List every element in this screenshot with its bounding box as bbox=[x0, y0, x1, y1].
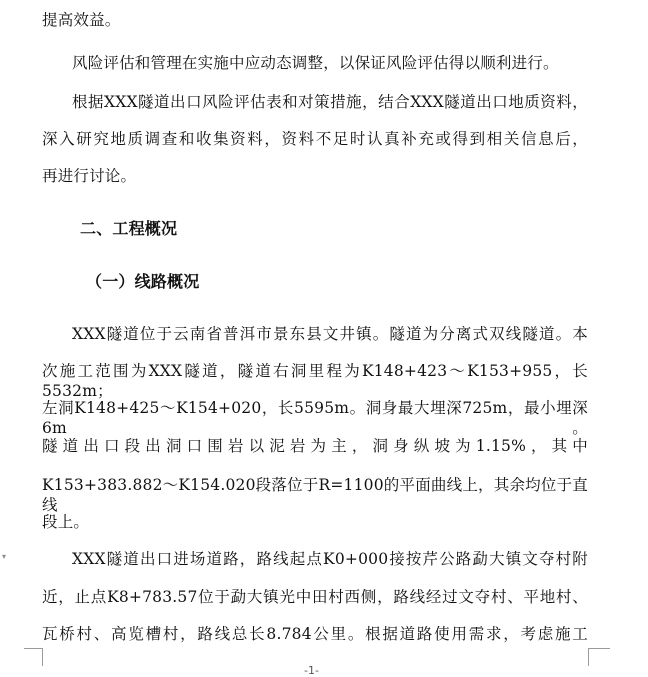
text-line: 提高效益。 bbox=[42, 11, 121, 29]
text-line: 左洞K148+425～K154+020，长5595m。洞身最大埋深725m，最小埋深6m。 bbox=[42, 399, 588, 437]
page-number: -1- bbox=[304, 664, 319, 677]
text-line: K153+383.882～K154.020段落位于R=1100的平面曲线上，其余均位于直线 bbox=[42, 476, 588, 514]
subsection-heading: （一）线路概况 bbox=[86, 272, 200, 291]
text-line: 隧道出口段出洞口围岩以泥岩为主，洞身纵坡为1.15%，其中 bbox=[42, 437, 588, 455]
text-line: 风险评估和管理在实施中应动态调整，以保证风险评估得以顺利进行。 bbox=[72, 54, 559, 72]
text-line: XXX隧道位于云南省普洱市景东县文井镇。隧道为分离式双线隧道。本 bbox=[72, 325, 588, 343]
text-line: XXX隧道出口进场道路，路线起点K0+000接按芹公路勐大镇文夺村附 bbox=[72, 550, 588, 568]
crop-mark-bottom-left-horizontal bbox=[24, 648, 42, 649]
crop-mark-bottom-right bbox=[588, 648, 607, 666]
text-line: 深入研究地质调查和收集资料，资料不足时认真补充或得到相关信息后， bbox=[42, 130, 588, 148]
crop-mark-bottom-right-horizontal bbox=[588, 648, 610, 649]
crop-mark-bottom-left bbox=[24, 648, 43, 666]
text-line: 近，止点K8+783.57位于勐大镇光中田村西侧，路线经过文夺村、平地村、 bbox=[42, 588, 588, 606]
text-line: 段上。 bbox=[42, 513, 90, 531]
text-line: 再进行讨论。 bbox=[42, 167, 137, 185]
text-line: 瓦桥村、高览槽村，路线总长8.784公里。根据道路使用需求，考虑施工 bbox=[42, 625, 588, 643]
text-line: 根据XXX隧道出口风险评估表和对策措施，结合XXX隧道出口地质资料， bbox=[72, 93, 588, 111]
margin-marker-icon: ▾ bbox=[2, 552, 7, 561]
text-line: 次施工范围为XXX隧道，隧道右洞里程为K148+423～K153+955，长5532m； bbox=[42, 362, 588, 400]
section-heading: 二、工程概况 bbox=[80, 219, 178, 238]
